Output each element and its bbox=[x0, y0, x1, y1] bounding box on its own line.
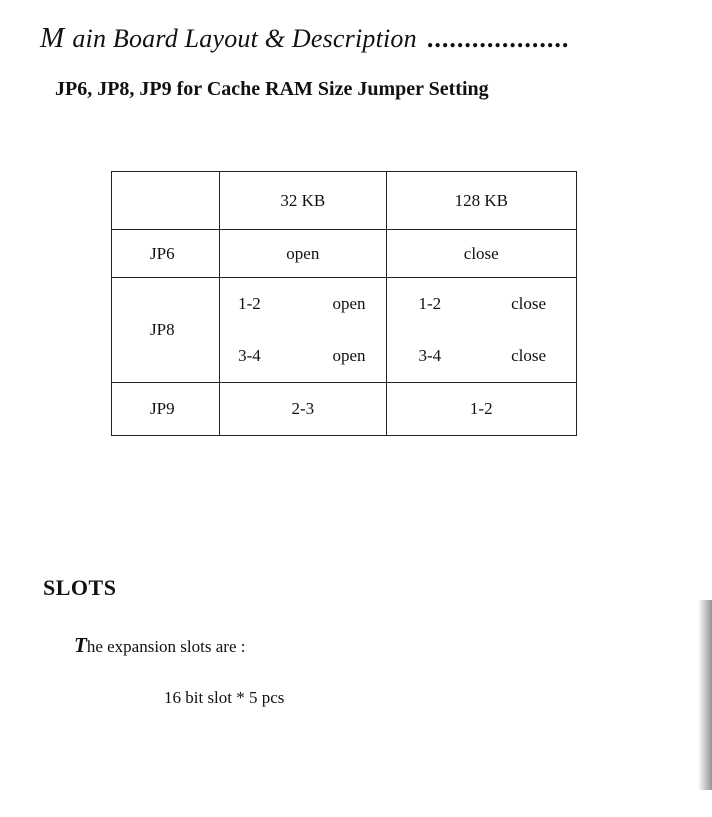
table-row-jp8 bbox=[112, 278, 577, 383]
column-header-128kb: 128 KB bbox=[386, 172, 576, 230]
row-label-jp6: JP6 bbox=[112, 230, 220, 278]
jp8-128kb-line-2 bbox=[419, 346, 546, 366]
slots-intro-text: he expansion slots are : bbox=[86, 637, 246, 656]
jp8-128kb-state-1: close bbox=[511, 294, 546, 313]
cell-jp6-128kb: close bbox=[386, 230, 576, 278]
jp8-32kb-state-2: open bbox=[332, 346, 366, 365]
jp8-32kb-line-1 bbox=[238, 294, 365, 314]
header-title: ain Board Layout & Description bbox=[72, 24, 417, 53]
jp8-32kb-pins-2: 3-4 bbox=[238, 346, 261, 365]
jp8-128kb-pins-2: 3-4 bbox=[418, 346, 442, 365]
cell-jp9-128kb: 1-2 bbox=[386, 383, 576, 436]
jp8-32kb-pins-1: 1-2 bbox=[238, 294, 261, 313]
section-title: JP6, JP8, JP9 for Cache RAM Size Jumper Setting bbox=[55, 78, 489, 100]
header-corner-cell bbox=[112, 172, 220, 230]
jp8-32kb-line-2 bbox=[238, 346, 365, 366]
jp8-128kb-state-2: close bbox=[511, 346, 546, 365]
slots-intro-dropcap: T bbox=[74, 633, 87, 657]
page-header bbox=[40, 22, 569, 55]
column-header-32kb: 32 KB bbox=[220, 172, 386, 230]
table-header-row bbox=[112, 172, 577, 230]
jp8-128kb-line-1 bbox=[419, 294, 546, 314]
jp8-32kb-state-1: open bbox=[332, 294, 366, 313]
cell-jp8-128kb bbox=[386, 278, 576, 383]
row-label-jp8: JP8 bbox=[112, 278, 220, 383]
cell-jp6-32kb: open bbox=[220, 230, 386, 278]
page-edge-shadow bbox=[698, 600, 712, 790]
cell-jp9-32kb: 2-3 bbox=[220, 383, 386, 436]
header-initial: M bbox=[40, 22, 65, 54]
table-row-jp6 bbox=[112, 230, 577, 278]
cell-jp8-32kb bbox=[220, 278, 386, 383]
slots-intro bbox=[74, 633, 245, 658]
jumper-setting-table bbox=[111, 171, 577, 436]
header-leader-dots: ................... bbox=[426, 24, 570, 53]
table-row-jp9 bbox=[112, 383, 577, 436]
jp8-128kb-pins-1: 1-2 bbox=[418, 294, 442, 313]
slots-item: 16 bit slot * 5 pcs bbox=[164, 688, 285, 707]
row-label-jp9: JP9 bbox=[112, 383, 220, 436]
slots-heading: SLOTS bbox=[43, 575, 117, 600]
